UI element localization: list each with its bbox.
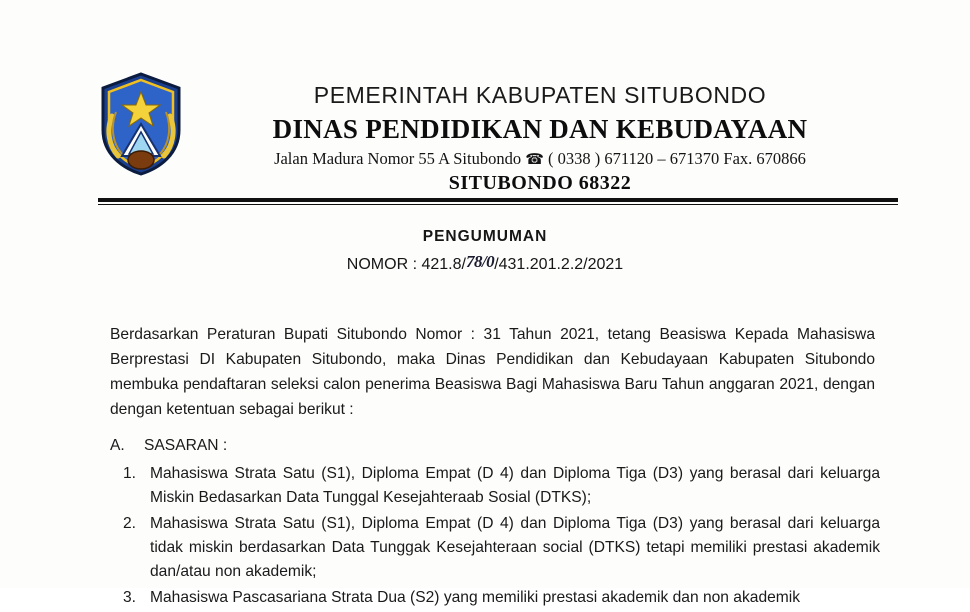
postal-line: SITUBONDO 68322 [448, 172, 632, 194]
intro-paragraph [110, 322, 875, 422]
number-suffix: /431.201.2.2/2021 [494, 256, 624, 273]
announcement-header [0, 228, 970, 274]
announcement-title: PENGUMUMAN [422, 228, 548, 245]
list-item-number: 1. [122, 465, 136, 482]
list-item-number: 2. [122, 515, 136, 532]
list-item [110, 586, 880, 610]
letterhead-divider-thin [98, 204, 898, 205]
phone-icon: ☎ [525, 152, 544, 168]
list-item-number: 3. [122, 589, 136, 606]
list-item-text: Mahasiswa Strata Satu (S1), Diploma Empat (D 4) dan Diploma Tiga (D3) yang berasal dari keluarga tidak miskin berdasarkan Data Tunggak Kesejahteraan social (DTKS) tetapi memiliki prestasi akademik dan/atau non akademik; [150, 515, 880, 580]
section-a-heading [110, 434, 880, 458]
situbondo-regency-crest-icon [98, 72, 184, 176]
government-line: PEMERINTAH KABUPATEN SITUBONDO [313, 82, 767, 108]
section-a [110, 434, 880, 612]
address-line [190, 149, 890, 169]
number-handwritten: 78/0 [465, 252, 495, 271]
letterhead-text-block [190, 62, 890, 195]
announcement-number [347, 254, 623, 274]
list-item [110, 462, 880, 510]
number-prefix: NOMOR : 421.8/ [346, 256, 466, 273]
intro-text: Berdasarkan Peraturan Bupati Situbondo Nomor : 31 Tahun 2021, tetang Beasiswa Kepada Mahasiswa Berprestasi DI Kabupaten Situbondo, maka Dinas Pendidikan dan Kebudayaan Kabupaten Situbondo membuka pendaftaran seleksi calon penerima Beasiswa Bagi Mahasiswa Baru Tahun anggaran 2021, dengan dengan ketentuan sebagai berikut : [110, 326, 875, 418]
address-suffix: ( 0338 ) 671120 – 671370 Fax. 670866 [543, 149, 806, 168]
list-item-text: Mahasiswa Strata Satu (S1), Diploma Empat (D 4) dan Diploma Tiga (D3) yang berasal dari keluarga Miskin Bedasarkan Data Tunggal Kesejahteraab Sosial (DTKS); [150, 465, 880, 506]
list-item-text: Mahasiswa Pascasariana Strata Dua (S2) yang memiliki prestasi akademik dan non akademik [150, 589, 801, 606]
department-line: DINAS PENDIDIKAN DAN KEBUDAYAAN [272, 114, 808, 144]
list-item [110, 512, 880, 584]
letterhead [0, 62, 970, 202]
section-a-marker: A. [110, 437, 125, 454]
address-prefix: Jalan Madura Nomor 55 A Situbondo [274, 149, 526, 168]
letterhead-divider-thick [98, 198, 898, 202]
section-a-title: SASARAN : [144, 437, 228, 454]
